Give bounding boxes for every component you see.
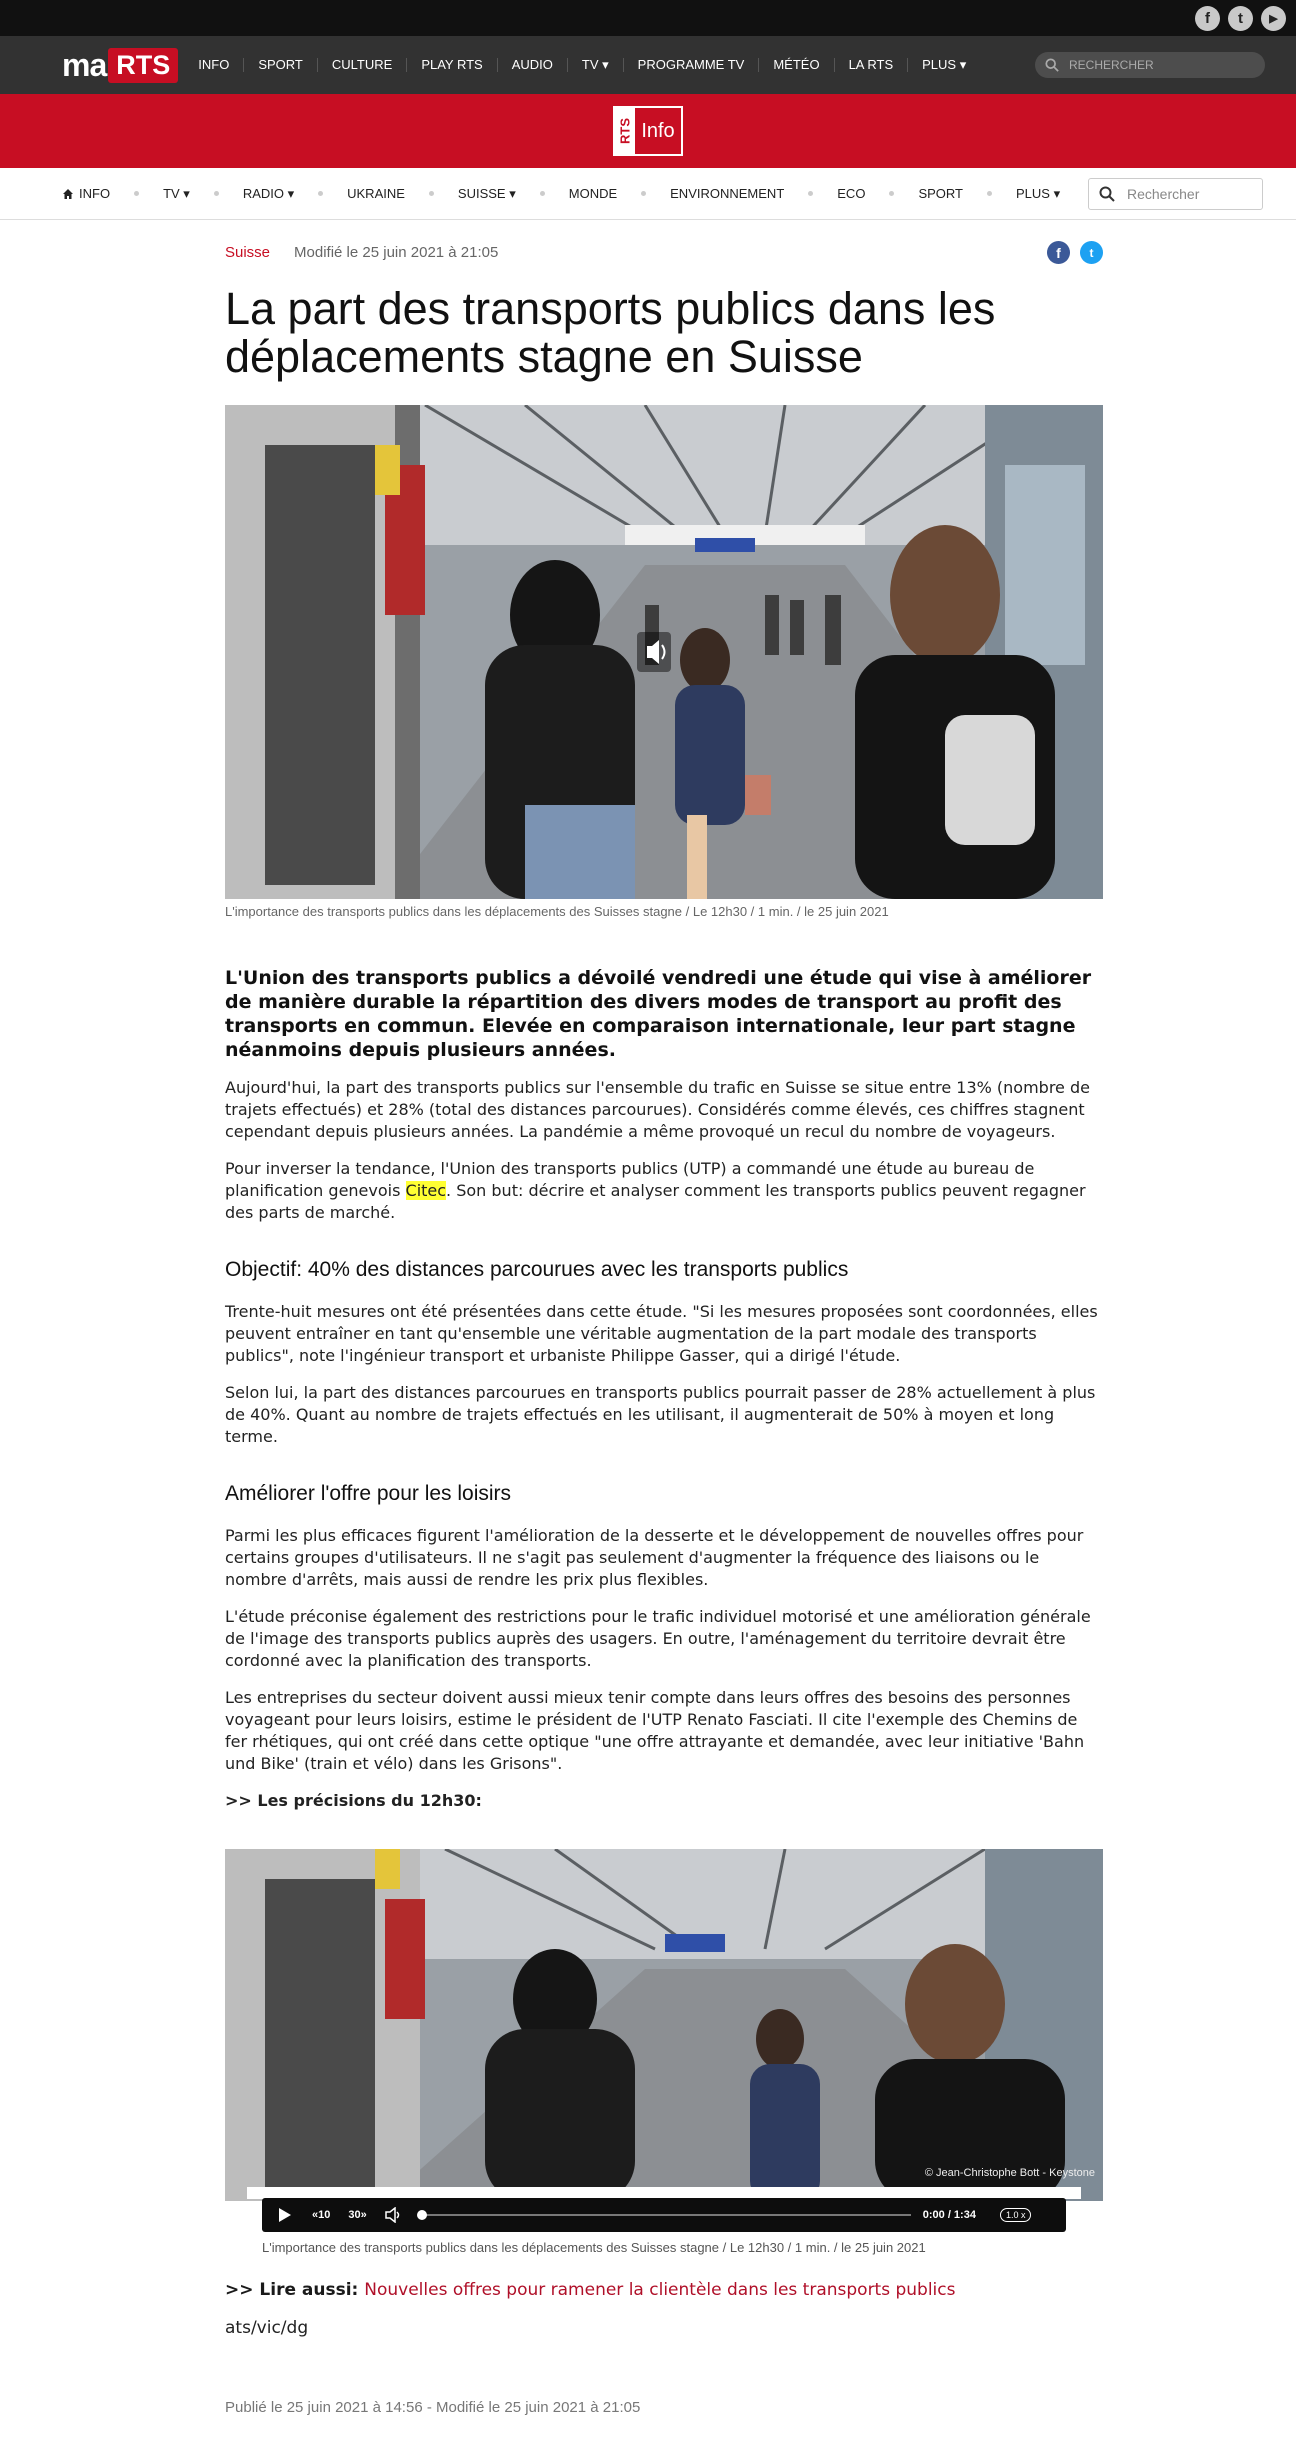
section-nav-item-ukraine[interactable]: UKRAINE [347,186,405,201]
nav-separator [540,191,545,196]
train-station-photo [225,405,1103,899]
progress-bar[interactable] [421,2214,911,2216]
section-nav-item-suisse[interactable]: SUISSE ▾ [457,185,516,201]
video-time: 0:00 / 1:34 [922,2209,976,2221]
share-facebook-icon[interactable]: f [1047,241,1070,264]
global-nav-item-audio[interactable]: AUDIO [498,58,568,72]
paragraph-text: Pour inverser la tendance, l'Union des transports publics (UTP) a commandé une étude au bureau de planification genevois [225,1159,1035,1200]
global-nav-item-programme-tv[interactable]: PROGRAMME TV [624,58,760,72]
hero-caption: L'importance des transports publics dans les déplacements des Suisses stagne / Le 12h30 / 1 min. / le 25 juin 2021 [225,904,889,919]
rts-info-banner [0,94,1296,168]
playback-speed-button[interactable]: 1.0 x [1000,2208,1032,2222]
progress-handle[interactable] [417,2210,427,2220]
read-also-prefix: >> Lire aussi: [225,2280,365,2300]
nav-separator [808,191,813,196]
paragraph: Aujourd'hui, la part des transports publics sur l'ensemble du trafic en Suisse se situe entre 13% (nombre de trajets effectués) et 28% (total des distances parcourues). Considérés comme élevés, ces chiffres stagnent cependant depuis plusieurs années. La pandémie a même provoqué un recul du nombre de voyageurs. [225,1078,1090,1141]
article-signature: ats/vic/dg [225,2318,309,2338]
global-nav-item-culture[interactable]: CULTURE [318,58,407,72]
social-strip [0,0,1296,36]
rts-info-logo-rts: RTS [615,108,635,154]
section-nav-item-plus[interactable]: PLUS ▾ [1016,185,1061,201]
nav-separator [318,191,323,196]
section-search-placeholder: Rechercher [1127,186,1200,202]
section-nav-label: INFO [79,186,111,201]
section-nav-item-monde[interactable]: MONDE [568,186,618,201]
article-category[interactable]: Suisse [225,244,271,261]
video-player[interactable] [225,1849,1103,2201]
play-icon[interactable] [278,2207,292,2223]
section-nav [0,168,1296,220]
forward-30-button[interactable]: 30» [348,2209,367,2221]
search-icon [1045,58,1059,72]
paragraph [225,1158,1103,1224]
share-twitter-icon[interactable]: t [1080,241,1103,264]
rewind-10-button[interactable]: «10 [312,2209,331,2221]
twitter-icon[interactable]: t [1228,6,1253,31]
paragraph-text: . Son but: décrire et analyser comment les transports publics peuvent regagner des parts de marché. [225,1181,1086,1222]
video-credit: © Jean-Christophe Bott - Keystone [924,2167,1095,2179]
global-nav-item-play-rts[interactable]: PLAY RTS [407,58,497,72]
youtube-icon[interactable]: ▶ [1261,6,1286,31]
article-modified-date: Modifié le 25 juin 2021 à 21:05 [294,244,499,261]
subheading: Objectif: 40% des distances parcourues avec les transports publics [225,1258,849,1281]
section-nav-item-eco[interactable]: ECO [837,186,866,201]
video-caption: L'importance des transports publics dans les déplacements des Suisses stagne / Le 12h30 / 1 min. / le 25 juin 2021 [262,2240,926,2255]
citec-highlight[interactable]: Citec [405,1181,447,1200]
logo-ma: ma [62,46,107,83]
article-publication-date: Publié le 25 juin 2021 à 14:56 - Modifié le 25 juin 2021 à 21:05 [225,2399,641,2416]
article-title: La part des transports publics dans les déplacements stagne en Suisse [225,283,996,382]
paragraph: Selon lui, la part des distances parcourues en transports publics pourrait passer de 28% actuellement à plus de 40%. Quant au nombre de trajets effectués en les utilisant, il augmenterait de 50% à moyen et long terme. [225,1383,1096,1446]
hero-video-image[interactable] [225,405,1103,899]
share-icons [1047,241,1103,264]
rewind-label: 10 [318,2209,331,2221]
volume-icon[interactable] [385,2207,403,2223]
nav-separator [134,191,139,196]
global-nav-item-sport[interactable]: SPORT [244,58,318,72]
nav-separator [889,191,894,196]
facebook-icon[interactable]: f [1195,6,1220,31]
article-meta [225,220,1103,285]
global-nav [0,36,1296,94]
global-nav-item-tv[interactable]: TV ▾ [568,58,624,72]
forward-label: 30 [348,2209,361,2221]
global-search-input[interactable] [1035,52,1265,78]
paragraph: L'étude préconise également des restrictions pour le trafic individuel motorisé et une amélioration générale de l'image des transports publics auprès des usagers. En outre, l'aménagement du territoire devrait être cordonné avec la planification des transports. [225,1607,1091,1670]
nav-separator [214,191,219,196]
section-nav-item-environnement[interactable]: ENVIRONNEMENT [670,186,785,201]
home-icon [62,188,74,200]
global-nav-item-info[interactable]: INFO [184,58,244,72]
nav-separator [641,191,646,196]
read-also-link[interactable]: Nouvelles offres pour ramener la clientèle dans les transports publics [364,2280,956,2300]
paragraph: Les entreprises du secteur doivent aussi mieux tenir compte dans leurs offres des besoins des personnes voyageant pour leurs loisirs, estime le président de l'UTP Renato Fasciati. Il cite l'exemple des Chemins de fer rhétiques, qui ont créé dans cette optique "une offre attrayante et demandée, avec leur initiative 'Bahn und Bike' (train et vélo) dans les Grisons". [225,1688,1085,1773]
precisions-label: >> Les précisions du 12h30: [225,1791,482,1810]
global-nav-item-meteo[interactable]: MÉTÉO [759,58,834,72]
nav-separator [987,191,992,196]
article-lead: L'Union des transports publics a dévoilé vendredi une étude qui vise à améliorer de manière durable la répartition des divers modes de transport au profit des transports en commun. Elevée en comparaison internationale, leur part stagne néanmoins depuis plusieurs années. [225,967,1092,1061]
section-nav-item-tv[interactable]: TV ▾ [163,185,190,201]
global-search-placeholder: RECHERCHER [1069,58,1154,72]
paragraph: Trente-huit mesures ont été présentées dans cette étude. "Si les mesures proposées sont coordonnées, elles peuvent entraîner en tant qu'ensemble une véritable augmentation de la part modale des transports publics", note l'ingénieur transport et urbaniste Philippe Gasser, qui a dirigé l'étude. [225,1302,1098,1365]
global-nav-items [184,58,980,72]
search-icon [1099,186,1115,202]
section-search-input[interactable] [1088,178,1263,210]
rts-info-logo[interactable] [613,106,682,156]
nav-separator [429,191,434,196]
video-controls [262,2198,1066,2232]
logo-rts: RTS [108,48,178,83]
read-also [225,2280,956,2300]
section-nav-item-info[interactable] [62,186,110,201]
rts-info-logo-info: Info [641,119,675,142]
global-nav-item-la-rts[interactable]: LA RTS [835,58,909,72]
video-thumbnail [225,1849,1103,2201]
subheading: Améliorer l'offre pour les loisirs [225,1482,512,1505]
global-nav-item-plus[interactable]: PLUS ▾ [922,57,967,72]
article [225,220,1103,2201]
section-nav-item-sport[interactable]: SPORT [918,186,963,201]
rts-logo[interactable] [62,45,178,85]
paragraph: Parmi les plus efficaces figurent l'amélioration de la desserte et le développement de nouvelles offres pour certains groupes d'utilisateurs. Il ne s'agit pas seulement d'augmenter la fréquence des liaisons ou le nombre d'arrêts, mais aussi de rendre les prix plus flexibles. [225,1526,1084,1589]
section-nav-item-radio[interactable]: RADIO ▾ [242,185,295,201]
